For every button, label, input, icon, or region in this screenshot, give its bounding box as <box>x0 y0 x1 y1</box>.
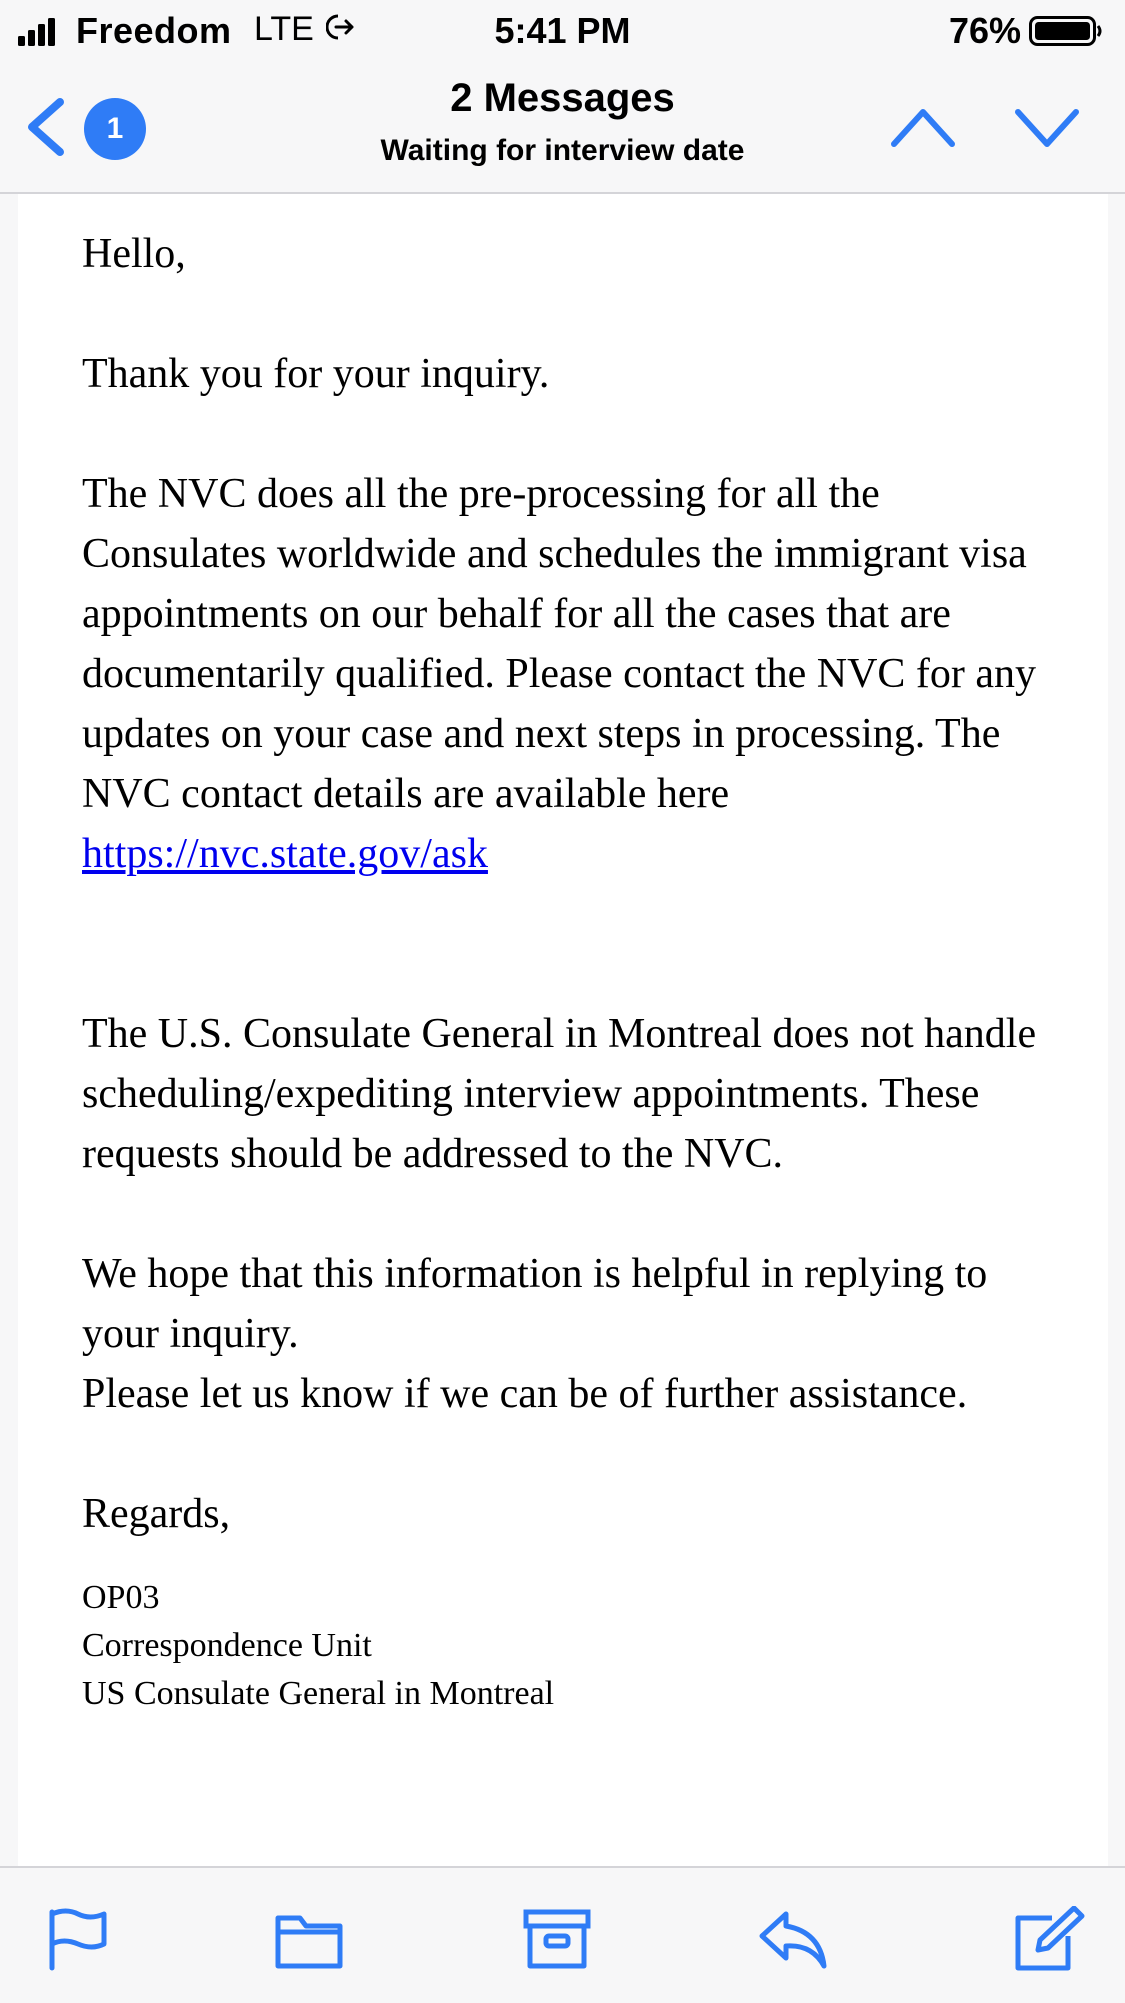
carrier-name: Freedom <box>76 10 232 51</box>
battery-icon <box>1029 16 1103 46</box>
previous-message-button[interactable] <box>888 98 958 156</box>
hope-line: We hope that this information is helpful in replying to your inquiry. <box>82 1251 988 1357</box>
signature-line-code: OP03 <box>82 1579 160 1616</box>
status-bar <box>0 0 1125 62</box>
greeting: Hello, <box>82 231 186 277</box>
folder-icon[interactable] <box>272 1906 346 1972</box>
compose-icon[interactable] <box>1012 1906 1086 1972</box>
nvc-paragraph-text: The NVC does all the pre-processing for all the Consulates worldwide and schedules the immigrant visa appointments on our behalf for all the cases that are documentarily qualified. Please contact the NVC for any updates on your case and next steps in processing. The NVC contact details are available here <box>82 471 1037 817</box>
next-message-button[interactable] <box>1012 98 1082 156</box>
reply-icon[interactable] <box>756 1906 830 1972</box>
nvc-ask-link[interactable]: https://nvc.state.gov/ask <box>82 831 488 877</box>
network-type: LTE <box>254 10 314 48</box>
clock: 5:41 PM <box>494 10 631 51</box>
nvc-paragraph <box>82 464 1072 884</box>
message-body <box>82 224 1072 1718</box>
bottom-toolbar <box>0 1866 1125 2003</box>
closing-paragraph <box>82 1244 1072 1424</box>
thread-subject: Waiting for interview date <box>380 134 745 167</box>
unread-count-badge: 1 <box>84 98 146 160</box>
battery-percentage: 76% <box>948 10 1021 51</box>
thread-title: 2 Messages <box>450 76 675 120</box>
regards-line: Regards, <box>82 1491 231 1537</box>
further-assistance-line: Please let us know if we can be of further assistance. <box>82 1371 968 1417</box>
message-thread-header <box>0 62 1125 194</box>
consulate-paragraph: The U.S. Consulate General in Montreal does not handle scheduling/expediting interview appointments. These requests should be addressed to the NVC. <box>82 1011 1037 1177</box>
signature-block <box>82 1574 1072 1718</box>
archive-icon[interactable] <box>520 1906 594 1972</box>
message-content-area <box>18 194 1108 1866</box>
signature-line-office: US Consulate General in Montreal <box>82 1675 555 1712</box>
thanks-line: Thank you for your inquiry. <box>82 351 550 397</box>
signature-line-unit: Correspondence Unit <box>82 1627 372 1664</box>
flag-icon[interactable] <box>40 1906 114 1972</box>
